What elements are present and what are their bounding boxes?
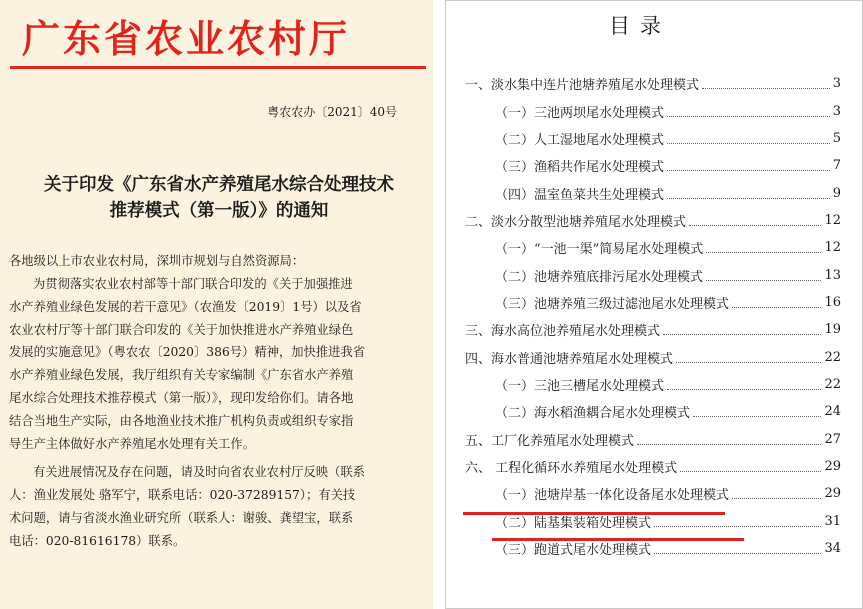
toc-dot-leader	[689, 225, 821, 226]
toc-dot-leader	[706, 280, 821, 281]
toc-dot-leader	[654, 553, 821, 554]
toc-entry-page-number: 29	[824, 486, 841, 502]
body-paragraph	[9, 461, 429, 552]
toc-entry[interactable]	[445, 234, 863, 261]
toc-entry[interactable]	[445, 289, 863, 316]
notice-header: 广东省农业农村厅	[22, 17, 351, 61]
toc-entry[interactable]	[445, 316, 863, 343]
toc-entry-page-number: 3	[832, 76, 841, 92]
toc-dot-leader	[732, 498, 821, 499]
toc-entry[interactable]	[445, 535, 863, 562]
body-line: 术问题，请与省淡水渔业研究所（联系人：谢骏、龚望宝，联系	[9, 510, 354, 525]
toc-entry-label: （四）温室鱼菜共生处理模式	[495, 187, 665, 203]
toc-list	[445, 70, 863, 562]
body-line: 农业农村厅等十部门联合印发的《关于加快推进水产养殖业绿色	[9, 322, 354, 337]
toc-entry-label: 五、工厂化养殖尾水处理模式	[465, 433, 635, 449]
toc-entry-page-number: 27	[824, 431, 841, 447]
toc-entry-label: 三、海水高位池养殖尾水处理模式	[465, 324, 661, 340]
toc-entry-label: （三）跑道式尾水处理模式	[495, 543, 652, 559]
toc-entry-page-number: 31	[824, 513, 841, 529]
toc-entry-label: 四、海水普通池塘养殖尾水处理模式	[465, 351, 674, 367]
toc-entry-page-number: 29	[824, 458, 841, 474]
toc-entry-page-number: 9	[832, 185, 841, 201]
toc-entry-label: （一）“一池一渠”简易尾水处理模式	[495, 242, 704, 258]
toc-entry-label: 一、淡水集中连片池塘养殖尾水处理模式	[465, 78, 700, 94]
toc-entry[interactable]	[445, 152, 863, 179]
toc-entry[interactable]	[445, 398, 863, 425]
toc-dot-leader	[667, 389, 821, 390]
toc-entry[interactable]	[445, 70, 863, 97]
notice-title-line: 关于印发《广东省水产养殖尾水综合处理技术	[44, 175, 394, 195]
toc-dot-leader	[637, 444, 821, 445]
toc-entry-page-number: 12	[824, 212, 841, 228]
body-line: 有关进展情况及存在问题，请及时向省农业农村厅反映（联系	[33, 465, 366, 480]
toc-entry-page-number: 19	[824, 322, 841, 338]
toc-entry[interactable]	[445, 179, 863, 206]
document-number: 粤农农办〔2021〕40号	[267, 105, 397, 119]
toc-entry[interactable]	[445, 261, 863, 288]
toc-entry-page-number: 13	[824, 267, 841, 283]
toc-entry-page-number: 34	[824, 541, 841, 557]
toc-dot-leader	[667, 198, 830, 199]
notice-title-line: 推荐模式（第一版）》的通知	[109, 201, 329, 221]
toc-entry[interactable]	[445, 425, 863, 452]
addressee-line: 各地级以上市农业农村局，深圳市规划与自然资源局：	[9, 254, 305, 268]
toc-dot-leader	[680, 471, 821, 472]
body-line: 水产养殖业绿色发展的若干意见》（农渔发〔2019〕1号）以及省	[9, 299, 362, 314]
body-line: 结合当地生产实际，由各地渔业技术推广机构负责或组织专家指	[9, 413, 354, 428]
toc-entry-label: （一）池塘岸基一体化设备尾水处理模式	[495, 488, 730, 504]
toc-dot-leader	[676, 362, 821, 363]
header-divider-line	[10, 66, 426, 69]
toc-entry-page-number: 22	[824, 376, 841, 392]
toc-dot-leader	[732, 307, 821, 308]
toc-entry-label: （三）渔稻共作尾水处理模式	[495, 160, 665, 176]
toc-entry-label: （一）三池两坝尾水处理模式	[495, 105, 665, 121]
toc-entry[interactable]	[445, 508, 863, 535]
toc-entry-page-number: 3	[832, 103, 841, 119]
toc-entry-label: （二）海水稻渔耦合尾水处理模式	[495, 406, 691, 422]
toc-title: 目录	[609, 14, 671, 38]
toc-entry[interactable]	[445, 125, 863, 152]
toc-entry[interactable]	[445, 371, 863, 398]
notice-title	[14, 172, 424, 224]
toc-dot-leader	[702, 88, 830, 89]
toc-dot-leader	[667, 116, 830, 117]
toc-entry-page-number: 16	[824, 294, 841, 310]
toc-entry-page-number: 7	[832, 158, 841, 174]
toc-dot-leader	[693, 416, 821, 417]
toc-entry[interactable]	[445, 97, 863, 124]
toc-entry-label: （二）人工湿地尾水处理模式	[495, 132, 665, 148]
toc-entry[interactable]	[445, 343, 863, 370]
body-line: 水产养殖业绿色发展，我厅组织有关专家编制《广东省水产养殖	[9, 368, 354, 383]
toc-entry-label: （二）陆基集装箱处理模式	[495, 515, 652, 531]
toc-entry[interactable]	[445, 207, 863, 234]
toc-entry-page-number: 5	[832, 130, 841, 146]
toc-entry-label: （三）池塘养殖三级过滤池尾水处理模式	[495, 296, 730, 312]
body-line: 发展的实施意见》（粤农农〔2020〕386号）精神，加快推进我省	[9, 345, 366, 360]
toc-dot-leader	[667, 143, 830, 144]
toc-entry-page-number: 22	[824, 349, 841, 365]
toc-dot-leader	[667, 170, 830, 171]
toc-entry[interactable]	[445, 453, 863, 480]
body-line: 电话：020-81616178）联系。	[9, 533, 186, 548]
toc-page	[445, 0, 863, 609]
body-line: 导生产主体做好水产养殖尾水处理有关工作。	[9, 436, 255, 451]
body-paragraph	[9, 273, 429, 455]
body-line: 人：渔业发展处 骆军宁，联系电话：020-37289157）；有关技	[9, 488, 356, 503]
toc-dot-leader	[706, 252, 821, 253]
toc-entry-label: （二）池塘养殖底排污尾水处理模式	[495, 269, 704, 285]
toc-entry-label: 六、 工程化循环水养殖尾水处理模式	[465, 460, 678, 476]
toc-entry-page-number: 12	[824, 240, 841, 256]
notice-body	[9, 273, 429, 553]
toc-entry[interactable]	[445, 480, 863, 507]
body-line: 为贯彻落实农业农村部等十部门联合印发的《关于加强推进	[33, 277, 353, 291]
toc-dot-leader	[654, 526, 821, 527]
body-line: 尾水综合处理技术推荐模式（第一版）》，现印发给你们。请各地	[9, 390, 354, 405]
toc-dot-leader	[663, 334, 821, 335]
toc-entry-label: （一）三池三槽尾水处理模式	[495, 378, 665, 394]
toc-entry-label: 二、淡水分散型池塘养殖尾水处理模式	[465, 214, 687, 230]
toc-entry-page-number: 24	[824, 404, 841, 420]
